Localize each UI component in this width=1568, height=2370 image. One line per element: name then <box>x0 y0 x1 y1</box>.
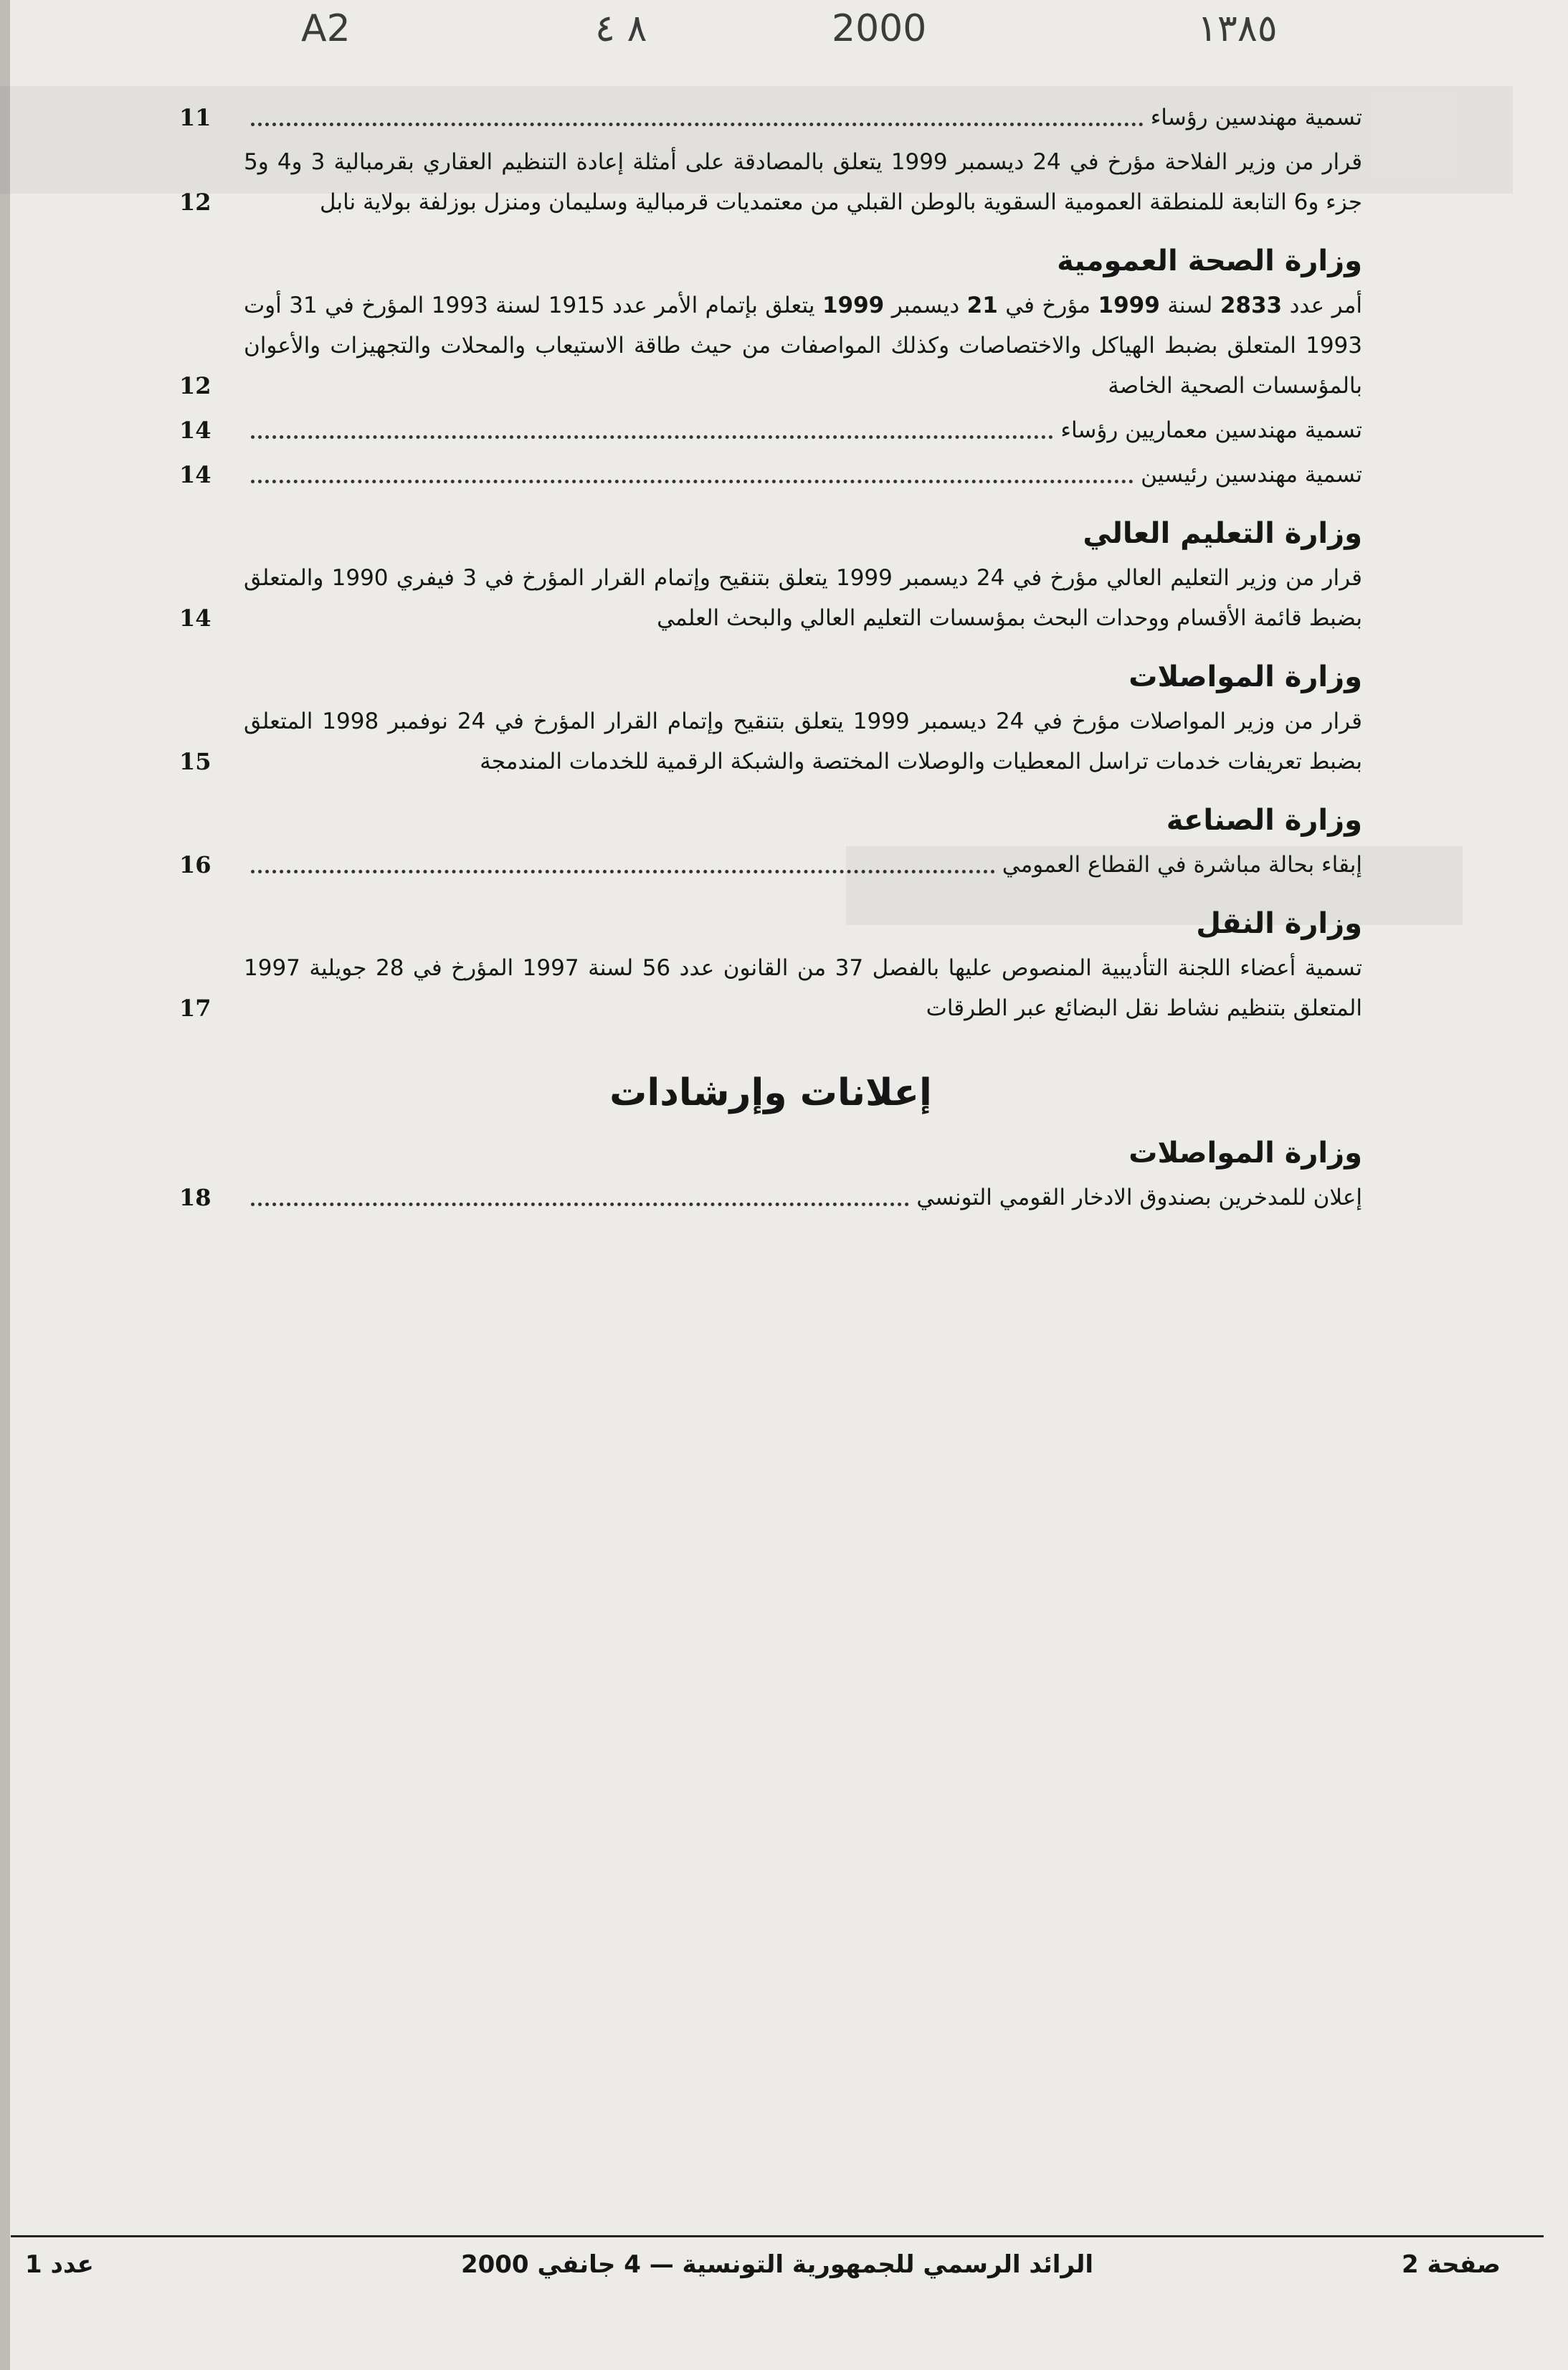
entry-text: إبقاء بحالة مباشرة في القطاع العمومي <box>1002 852 1362 878</box>
footer-page-label: صفحة 2 <box>1402 2250 1501 2279</box>
entry-text-part: 1999 <box>822 293 885 318</box>
table-of-contents <box>179 93 1362 1222</box>
page-number: 14 <box>179 605 212 632</box>
page-number: 12 <box>179 372 212 399</box>
entry-text-part: يتعلق بإتمام الأمر عدد 1915 لسنة 1993 المؤرخ في 31 أوت 1993 المتعلق بضبط الهياكل والاختصاصات وكذلك المواصفات من حيث طاقة الاستيعاب والمحلات والتجهيزات والأعوان بالمؤسسات الصحية الخاصة <box>244 293 1362 399</box>
ministry-heading-transport: وزارة النقل <box>1196 907 1362 940</box>
page-number: 18 <box>179 1184 212 1211</box>
toc-entry-higher-education-decree[interactable] <box>179 558 1362 638</box>
footer-gazette-title: الرائد الرسمي للجمهورية التونسية — 4 جانفي 2000 <box>460 2250 1094 2279</box>
toc-entry-principal-engineers[interactable] <box>179 455 1362 495</box>
entry-text: تسمية أعضاء اللجنة التأديبية المنصوص عليها بالفصل 37 من القانون عدد 56 لسنة 1997 المؤرخ في 28 جويلية 1997 المتعلق بتنظيم نشاط نقل البضائع عبر الطرقات <box>244 955 1362 1021</box>
entry-text: تسمية مهندسين رئيسين <box>1141 462 1362 488</box>
dot-leader <box>251 870 995 873</box>
page-number: 12 <box>179 189 212 216</box>
page-number: 17 <box>179 995 212 1022</box>
toc-entry-chief-architects[interactable] <box>179 410 1362 450</box>
ministry-heading-health: وزارة الصحة العمومية <box>1057 245 1362 278</box>
page-number: 15 <box>179 748 212 775</box>
entry-text: تسمية مهندسين معماريين رؤساء <box>1060 417 1362 443</box>
toc-entry-transport-decree[interactable] <box>179 948 1362 1028</box>
ministry-heading-communications: وزارة المواصلات <box>1129 660 1362 693</box>
dot-leader <box>251 123 1144 126</box>
entry-text-part: 2833 <box>1220 293 1283 318</box>
page-number: 16 <box>179 851 212 878</box>
footer-issue-number: عدد 1 <box>25 2250 94 2279</box>
ministry-heading-higher-education: وزارة التعليم العالي <box>1083 517 1362 550</box>
entry-text-part: ديسمبر <box>884 293 967 318</box>
entry-text-part: أمر عدد <box>1282 293 1362 318</box>
entry-text-part: 1999 <box>1098 293 1160 318</box>
dot-leader <box>251 435 1053 439</box>
entry-text-part: 21 <box>966 293 998 318</box>
entry-text: قرار من وزير التعليم العالي مؤرخ في 24 ديسمبر 1999 يتعلق بتنقيح وإتمام القرار المؤرخ في 3 فيفري 1990 والمتعلق بضبط قائمة الأقسام ووحدات البحث بمؤسسات التعليم العالي والبحث العلمي <box>244 565 1363 631</box>
ministry-heading-communications-announcements: وزارة المواصلات <box>1129 1137 1362 1170</box>
entry-text-part: لسنة <box>1159 293 1220 318</box>
page-number: 14 <box>179 417 212 444</box>
toc-entry-industry[interactable] <box>179 845 1362 885</box>
entry-text: قرار من وزير الفلاحة مؤرخ في 24 ديسمبر 1999 يتعلق بالمصادقة على أمثلة إعادة التنظيم العقاري بقرمبالية 3 و4 و5 جزء و6 التابعة للمنطقة العمومية السقوية بالوطن القبلي من معتمديات قرمبالية وسليمان ومنزل بوزلفة بولاية نابل <box>244 149 1363 215</box>
entry-text-part: مؤرخ في <box>997 293 1098 318</box>
page-edge-shadow <box>0 0 10 2370</box>
ministry-heading-industry: وزارة الصناعة <box>1166 804 1362 837</box>
entry-text: قرار من وزير المواصلات مؤرخ في 24 ديسمبر 1999 يتعلق بتنقيح وإتمام القرار المؤرخ في 24 نوفمبر 1998 المتعلق بضبط تعريفات خدمات تراسل المعطيات والوصلات المختصة والشبكة الرقمية للخدمات المندمجة <box>244 708 1362 774</box>
toc-entry-savings-fund-notice[interactable] <box>179 1177 1362 1218</box>
page-number: 11 <box>179 104 212 131</box>
dot-leader <box>251 1203 909 1206</box>
handwritten-note-day: ٨ ٤ <box>595 7 647 50</box>
handwritten-note-number: ١٣٨٥ <box>1197 7 1278 50</box>
page-footer <box>11 2243 1544 2286</box>
dot-leader <box>251 480 1134 483</box>
entry-text: إعلان للمدخرين بصندوق الادخار القومي التونسي <box>916 1185 1362 1210</box>
handwritten-note-year: 2000 <box>832 7 927 50</box>
page-number: 14 <box>179 461 212 488</box>
footer-rule <box>11 2235 1544 2237</box>
handwritten-note-a2: A2 <box>301 7 351 50</box>
entry-text <box>244 285 1362 406</box>
toc-entry-communications-decree[interactable] <box>179 701 1362 782</box>
announcements-heading: إعلانات وإرشادات <box>609 1071 932 1114</box>
toc-entry-agriculture-decree[interactable] <box>179 142 1362 222</box>
toc-entry-chief-engineers[interactable] <box>179 98 1362 138</box>
toc-entry-health-decree[interactable] <box>179 285 1362 406</box>
entry-text: تسمية مهندسين رؤساء <box>1150 105 1362 131</box>
